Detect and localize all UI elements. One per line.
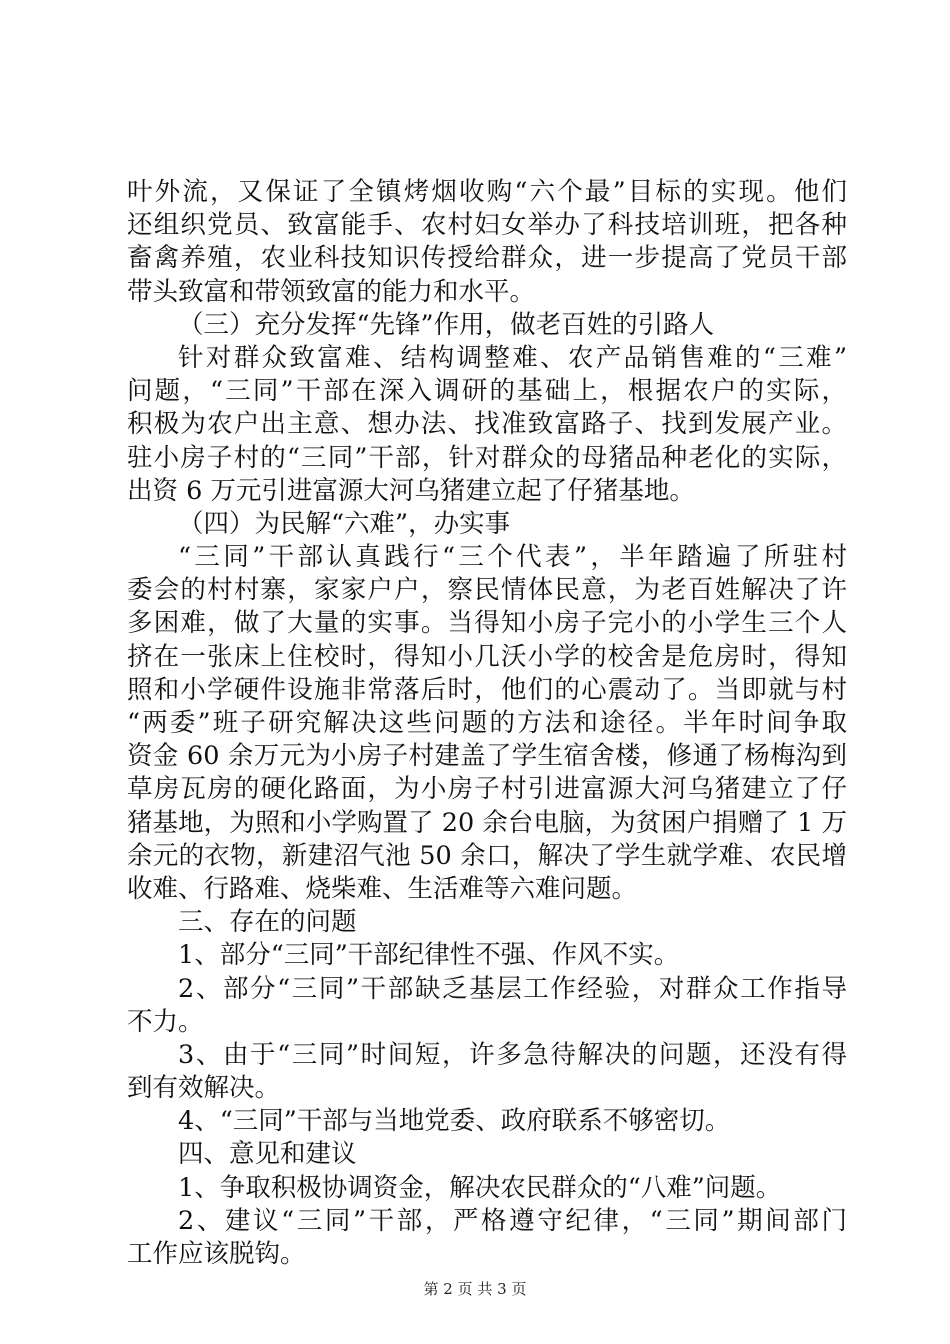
section-heading: 四、意见和建议 — [178, 1139, 357, 1170]
paragraph-line: 草房瓦房的硬化路面，为小房子村引进富源大河乌猪建立了仔 — [127, 774, 847, 805]
paragraph-line: 还组织党员、致富能手、农村妇女举办了科技培训班，把各种 — [127, 210, 847, 241]
paragraph-line: 畜禽养殖，农业科技知识传授给群众，进一步提高了党员干部 — [127, 243, 847, 274]
list-item: 2、建议“三同”干部，严格遵守纪律，“三同”期间部门 — [178, 1205, 847, 1236]
section-heading: （四）为民解“六难”，办实事 — [178, 508, 511, 539]
list-item-continuation: 到有效解决。 — [127, 1073, 281, 1104]
page-number-footer: 第 2 页 共 3 页 — [423, 1280, 527, 1298]
paragraph-line: 资金 60 余万元为小房子村建盖了学生宿舍楼，修通了杨梅沟到 — [127, 741, 847, 772]
paragraph-line: “两委”班子研究解决这些问题的方法和途径。半年时间争取 — [127, 708, 847, 738]
list-item: 1、争取积极协调资金，解决农民群众的“八难”问题。 — [178, 1172, 782, 1203]
paragraph-line: 委会的村村寨，家家户户，察民情体民意，为老百姓解决了许 — [127, 575, 847, 606]
paragraph-line: 猪基地，为照和小学购置了 20 余台电脑，为贫困户捐赠了 1 万 — [127, 807, 847, 838]
paragraph-line: 问题，“三同”干部在深入调研的基础上，根据农户的实际， — [127, 376, 847, 407]
paragraph-line: 带头致富和带领致富的能力和水平。 — [127, 276, 536, 307]
paragraph-line: 照和小学硬件设施非常落后时，他们的心震动了。当即就与村 — [127, 674, 847, 705]
paragraph-line: 多困难，做了大量的实事。当得知小房子完小的小学生三个人 — [127, 608, 847, 639]
list-item: 2、部分“三同”干部缺乏基层工作经验，对群众工作指导 — [178, 973, 847, 1004]
paragraph-line: 驻小房子村的“三同”干部，针对群众的母猪品种老化的实际， — [127, 442, 847, 473]
paragraph-line: 积极为农户出主意、想办法、找准致富路子、找到发展产业。 — [127, 409, 847, 440]
paragraph-line: 挤在一张床上住校时，得知小几沃小学的校舍是危房时，得知 — [127, 641, 847, 672]
list-item: 1、部分“三同”干部纪律性不强、作风不实。 — [178, 940, 680, 971]
list-item-continuation: 工作应该脱钩。 — [127, 1239, 306, 1269]
paragraph-line: 余元的衣物，新建沼气池 50 余口，解决了学生就学难、农民增 — [127, 840, 847, 871]
paragraph-line: 出资 6 万元引进富源大河乌猪建立起了仔猪基地。 — [127, 475, 695, 506]
document-body — [127, 176, 847, 1271]
section-heading: 三、存在的问题 — [178, 907, 357, 938]
paragraph-line: “三同”干部认真践行“三个代表”，半年踏遍了所驻村 — [178, 542, 847, 573]
list-item: 3、由于“三同”时间短，许多急待解决的问题，还没有得 — [178, 1039, 847, 1070]
list-item: 4、“三同”干部与当地党委、政府联系不够密切。 — [178, 1106, 731, 1137]
section-heading: （三）充分发挥“先锋”作用，做老百姓的引路人 — [178, 309, 715, 340]
paragraph-line: 叶外流，又保证了全镇烤烟收购“六个最”目标的实现。他们 — [127, 177, 847, 207]
paragraph-line: 针对群众致富难、结构调整难、农产品销售难的“三难” — [178, 342, 847, 373]
paragraph-line: 收难、行路难、烧柴难、生活难等六难问题。 — [127, 873, 638, 904]
list-item-continuation: 不力。 — [127, 1006, 204, 1037]
